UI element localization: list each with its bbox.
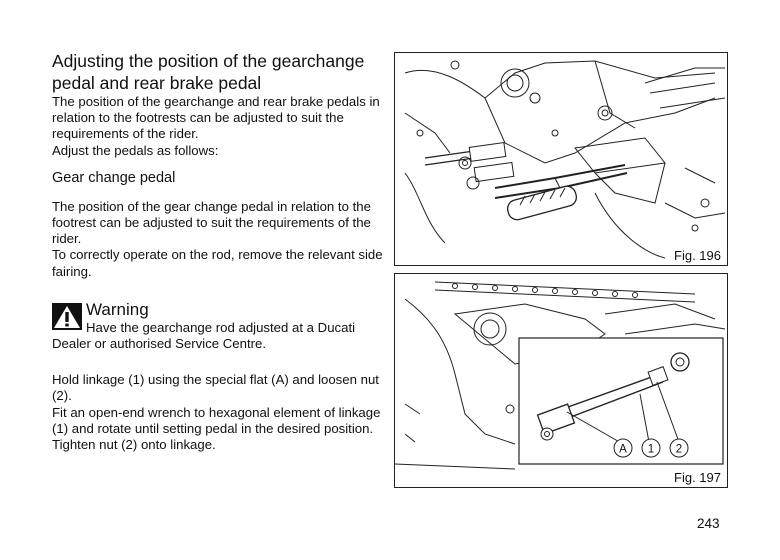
step-2: Fit an open-end wrench to hexagonal element of linkage (1) and rotate until setting pedal in the desired position. <box>52 404 381 436</box>
gear-pedal-drawing <box>395 53 727 265</box>
section-title: Adjusting the position of the gearchange pedal and rear brake pedal <box>52 51 365 93</box>
figure-196-caption: Fig. 196 <box>674 248 721 263</box>
intro-instruction: Adjust the pedals as follows: <box>52 142 219 158</box>
body-paragraph-2: To correctly operate on the rod, remove the relevant side fairing. <box>52 247 383 279</box>
step-3: Tighten nut (2) onto linkage. <box>52 437 216 453</box>
callout-1: 1 <box>647 443 655 456</box>
callout-a: A <box>619 443 627 456</box>
page-number: 243 <box>697 516 720 531</box>
body-paragraph-1: The position of the gear change pedal in relation to the footrest can be adjusted to suit the requirements of the rider. <box>52 198 371 247</box>
callout-2: 2 <box>675 443 683 456</box>
warning-title: Warning <box>86 299 149 319</box>
subheading-gear-change: Gear change pedal <box>52 169 176 186</box>
text-column <box>52 50 388 453</box>
figure-196 <box>394 52 728 266</box>
step-1: Hold linkage (1) using the special flat (A) and loosen nut (2). <box>52 372 379 404</box>
warning-block <box>52 300 388 352</box>
linkage-drawing <box>395 274 727 487</box>
intro-paragraph: The position of the gearchange and rear brake pedals in relation to the footrests can be adjusted to suit the requirements of the rider. <box>52 94 380 142</box>
warning-text: Have the gearchange rod adjusted at a Ducati Dealer or authorised Service Centre. <box>52 319 356 352</box>
figure-197 <box>394 273 728 488</box>
figure-197-caption: Fig. 197 <box>674 470 721 485</box>
warning-icon <box>52 303 82 330</box>
